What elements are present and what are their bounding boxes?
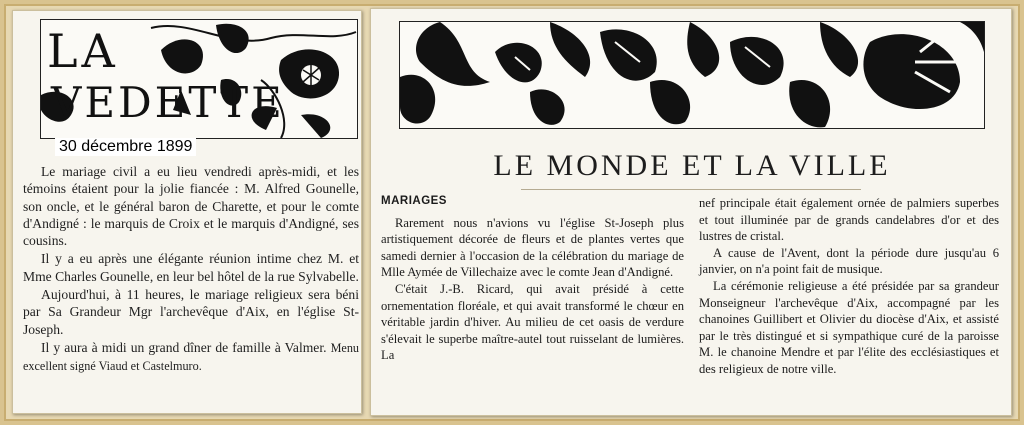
column-paragraph: Rarement nous n'avions vu l'église St-Joseph plus artistiquement décorée de fleurs et de plantes vertes que samedi dernier à l'occasion de la célébration du mariage de Mlle Aymée de Villechaize avec le comte Jean d'Andigné.	[381, 215, 684, 280]
leaf-banner	[399, 21, 985, 129]
left-clipping	[12, 10, 362, 414]
masthead-vedette: VEDETTE	[51, 78, 285, 127]
left-paragraph-text: Il y aura à midi un grand dîner de famille à Valmer.	[41, 339, 327, 355]
section-divider	[521, 189, 861, 190]
column-paragraph: A cause de l'Avent, dont la période dure jusqu'au 6 janvier, on n'a point fait de musique.	[699, 245, 999, 277]
date-label: 30 décembre 1899	[55, 138, 196, 156]
column-left	[381, 193, 684, 364]
section-title: LE MONDE ET LA VILLE	[493, 149, 891, 182]
column-paragraph: C'était J.-B. Ricard, qui avait présidé à cette ornementation floréale, et qui avait transformé le chœur en véritable jardin d'hiver. Au milieu de cet oasis de verdure s'élevait le superbe maître-autel tout ruisselant de lumières. La	[381, 281, 684, 363]
menu-note: Menu excellent signé Viaud et Castelmuro.	[23, 340, 360, 374]
rubric-heading: MARIAGES	[381, 195, 447, 207]
left-paragraph: Aujourd'hui, à 11 heures, le mariage religieux sera béni par Sa Grandeur Mgr l'archevêque d'Aix, en l'église St-Joseph.	[23, 287, 359, 337]
left-paragraph	[23, 339, 359, 376]
masthead-la-vedette	[40, 19, 358, 139]
column-right	[699, 195, 999, 378]
leaf-pattern-icon	[400, 22, 985, 129]
left-article-text	[23, 163, 359, 377]
left-paragraph: Le mariage civil a eu lieu vendredi après-midi, et les témoins étaient pour la jolie fiancée : M. Alfred Gounelle, son oncle, et le général baron de Charette, et pour le comte d'Andigné : le marquis de Croix et le marquis d'Andigné, ses cousins.	[23, 164, 359, 249]
left-paragraph: Il y a eu après une élégante réunion intime chez M. et Mme Charles Gounelle, en leur bel hôtel de la rue Sylvabelle.	[23, 251, 359, 284]
right-clipping	[370, 8, 1012, 416]
masthead-la: LA	[47, 24, 119, 78]
column-paragraph: La cérémonie religieuse a été présidée par sa grandeur Monseigneur l'archevêque d'Aix, accompagné par les chanoines Guillibert et Olivier du diocèse d'Aix, et assisté par le très distingué et si sympathique curé de la paroisse M. le chanoine Mendre et par l'élite des ecclésiastiques et des religieux de notre ville.	[699, 278, 999, 376]
column-paragraph: nef principale était également ornée de palmiers superbes et tout illuminée par de grands candelabres d'or et des lustres de cristal.	[699, 196, 999, 244]
